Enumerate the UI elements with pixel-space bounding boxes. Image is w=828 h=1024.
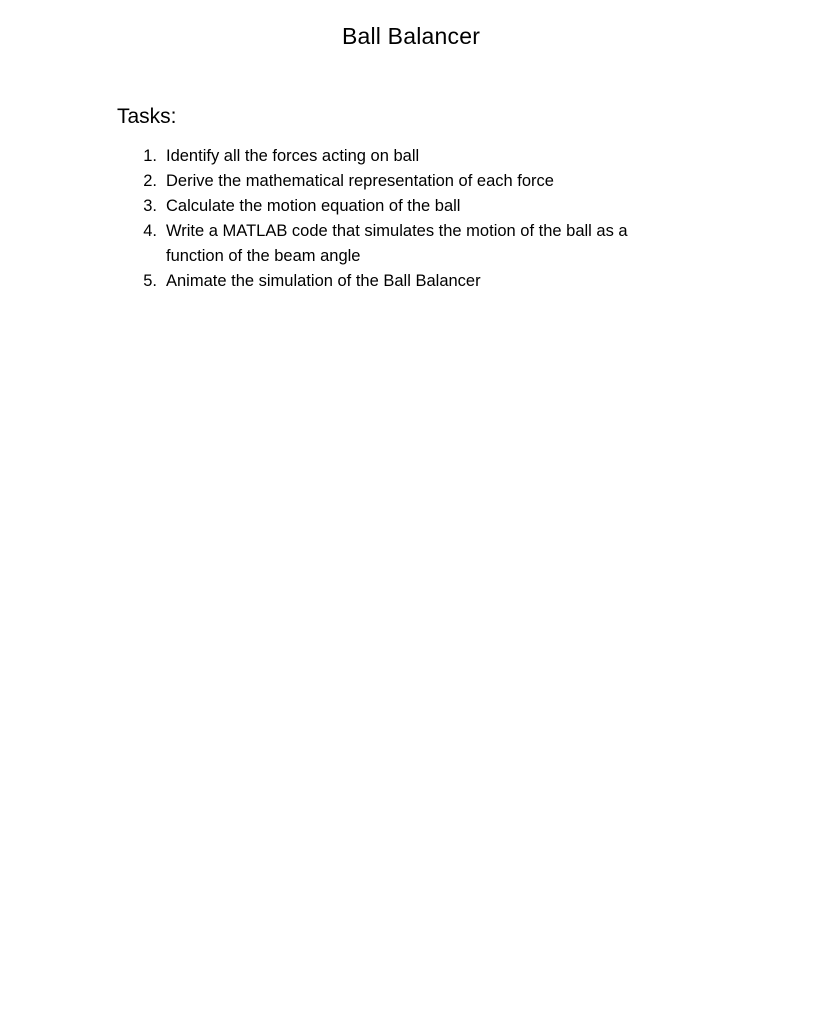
- task-text: Calculate the motion equation of the ball: [166, 197, 461, 215]
- task-number: 5.: [143, 272, 157, 290]
- task-number: 4.: [143, 222, 157, 240]
- task-text: Derive the mathematical representation of each force: [166, 172, 554, 190]
- task-number: 2.: [143, 172, 157, 190]
- task-item-4: [131, 219, 671, 269]
- task-item-1: [131, 144, 671, 169]
- task-list: [131, 144, 671, 294]
- task-text: Identify all the forces acting on ball: [166, 147, 420, 165]
- tasks-heading: Tasks:: [117, 105, 177, 128]
- task-item-2: [131, 169, 671, 194]
- task-text: Write a MATLAB code that simulates the motion of the ball as a function of the beam angle: [166, 222, 628, 265]
- task-number: 1.: [143, 147, 157, 165]
- task-number: 3.: [143, 197, 157, 215]
- document-title: Ball Balancer: [341, 23, 481, 49]
- task-item-5: [131, 269, 671, 294]
- task-item-3: [131, 194, 671, 219]
- task-text: Animate the simulation of the Ball Balancer: [166, 272, 481, 290]
